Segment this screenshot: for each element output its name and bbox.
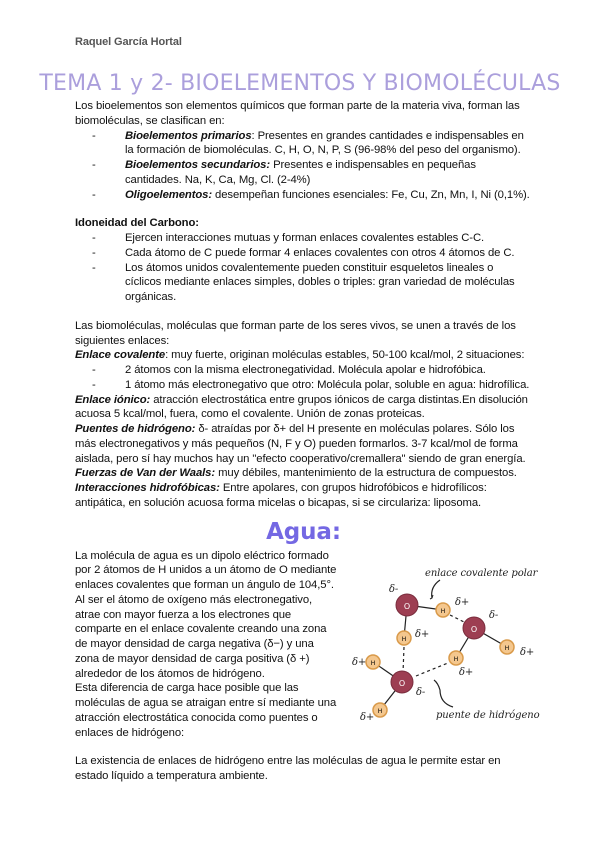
water-molecules-diagram (342, 545, 550, 735)
emphasized-text: bicapas (307, 496, 346, 509)
enlace-covalente (75, 348, 532, 363)
delta-plus-label: δ+ (352, 656, 367, 668)
agua-section (75, 549, 540, 741)
van-der-waals (75, 466, 532, 481)
emphasized-text: Enlace covalente (75, 349, 166, 362)
delta-minus-label: δ- (389, 583, 399, 595)
text-segment: Ejercen interacciones mutuas y forman enlaces covalentes estables C-C. (125, 232, 485, 244)
text-segment: , si se circulariza: (345, 496, 434, 509)
svg-text:O: O (470, 624, 478, 634)
emphasized-text: enlaces covalentes (75, 579, 170, 591)
list-item (92, 246, 532, 261)
emphasized-text: Oligoelementos: (125, 188, 213, 201)
emphasized-text: Puentes de hidrógeno: (75, 423, 196, 435)
puentes-hidrogeno (75, 422, 532, 466)
emphasized-text: Bioelementos primarios (125, 129, 252, 142)
list-item (92, 378, 532, 393)
text-segment: formado por 2 átomos de H unidos a un átomo de O mediante (75, 549, 337, 577)
emphasized-text: polar (364, 378, 389, 391)
hydrogen-bond (450, 615, 466, 623)
hydrogen-atom (366, 655, 380, 669)
text-segment: desempeñan funciones esenciales: Fe, Cu, Zn, Mn, I, Ni (0,1%). (212, 188, 530, 201)
oxygen-atom (391, 671, 413, 693)
spacer (75, 305, 532, 319)
emphasized-text: Interacciones hidrofóbicas: (75, 482, 220, 494)
enlace-ionico (75, 393, 532, 423)
intro-paragraph (75, 99, 532, 129)
spacer (75, 202, 532, 216)
emphasized-text: liposoma (433, 496, 479, 509)
svg-text:H: H (377, 707, 383, 715)
biomoleculas-intro (75, 319, 532, 349)
text-segment: : muy fuerte, originan moléculas estables, 50-100 kcal/mol, 2 situaciones: (165, 349, 525, 362)
document-body (75, 99, 540, 784)
emphasized-text: hidrofóbica (428, 364, 483, 376)
emphasized-text: hidrofílica (479, 378, 527, 391)
list-item (92, 261, 532, 305)
text-segment: que forman un ángulo de 104,5°. Al ser el átomo de oxígeno más electronegativo, atrae con mayor fuerza a los electrones que comparte en el enlace covalente creando una zona de mayor densidad de carga negativa (δ−) y una zona de mayor densidad de carga positiva (δ +) alrededor de los átomos de hidrógeno. (75, 579, 334, 680)
delta-plus-label: δ+ (455, 596, 470, 608)
svg-text:H: H (453, 655, 459, 663)
delta-plus-label: δ+ (459, 666, 474, 678)
text-segment: La existencia de enlaces de hidrógeno entre las moléculas de agua le permite estar en estado líquido a temperatura ambiente. (75, 755, 501, 782)
svg-text:H: H (440, 607, 446, 615)
list-item (92, 188, 532, 203)
arrow-icon (434, 680, 453, 707)
text-segment: Entre apolares, con grupos hidrofóbicos e hidrofílicos: (219, 482, 487, 494)
agua-heading: Agua: (266, 518, 341, 545)
delta-minus-label: δ- (489, 609, 499, 621)
text-segment: o (295, 496, 308, 509)
text-segment: δ- atraídas por δ+ del H presente en moléculas polares. Sólo los más electronegativos y más pequeños (N, F y O) pueden formarlos. 3-7 kcal/mol de forma aislada, pero sí hay muchos hay un "efecto cooperativo/cremallera" siendo de gran energía. (75, 423, 526, 465)
oxygen-atom (463, 617, 485, 639)
text-segment: : Presentes en grandes cantidades e indispensables en la formación de biomoléculas. C, H, O, N, P, S (96-98% del peso del organismo). (125, 129, 524, 157)
text-segment: , en solución acuosa forma (122, 496, 258, 509)
page-title: TEMA 1 y 2- BIOELEMENTOS Y BIOMOLÉCULAS (39, 71, 561, 96)
bioelementos-list (75, 129, 532, 203)
text-segment: Los bioelementos son elementos químicos que forman parte de la materia viva, forman las biomoléculas, se clasifican en: (75, 100, 520, 127)
emphasized-text: Fuerzas de Van der Waals: (75, 467, 216, 480)
carbono-list (75, 231, 532, 305)
final-paragraph (75, 754, 532, 784)
agua-text (75, 549, 340, 741)
emphasized-text: Bioelementos secundarios: (125, 159, 271, 171)
text-segment: atracción electrostática entre grupos iónicos de carga distintas.En disolución acuosa 5 kcal/mol, fuera, como el covalente. Unión de zonas proteicas. (75, 393, 528, 421)
emphasized-text: dipolo eléctrico (211, 549, 285, 562)
text-segment: . (526, 378, 530, 391)
text-segment: Esta diferencia de carga hace posible que las moléculas de agua se atraigan entre sí mediante una atracción electrostática conocida como puentes o enlaces de hidrógeno: (75, 682, 337, 739)
enlaces-section (75, 319, 532, 511)
covalente-list (75, 363, 532, 393)
carbono-section (75, 216, 532, 305)
svg-text:H: H (401, 635, 407, 643)
emphasized-text: antipática (75, 496, 123, 509)
delta-plus-label: δ+ (520, 646, 535, 658)
text-segment: . (478, 496, 482, 509)
text-segment: Cada átomo de C puede formar 4 enlaces covalentes con otros 4 átomos de C. (125, 246, 515, 259)
text-segment: , soluble en agua: (388, 378, 480, 391)
covalent-bond-label: enlace covalente polar (425, 567, 538, 579)
bioelementos-section (75, 99, 532, 202)
emphasized-text: Enlace iónico: (75, 393, 151, 406)
text-segment: muy débiles, mantenimiento de la estructura de compuestos. (215, 467, 517, 480)
hydrogen-bond (403, 647, 404, 673)
text-segment: e (416, 364, 429, 376)
text-segment: . (482, 364, 486, 376)
text-segment: 1 átomo más electronegativo que otro: Molécula (125, 378, 365, 391)
delta-minus-label: δ- (416, 686, 426, 698)
text-segment: 2 átomos con la misma electronegatividad. Molécula (125, 364, 386, 376)
text-segment: La molécula de agua es un (75, 549, 212, 562)
hydrogen-atom (373, 703, 387, 717)
hydrogen-atom (500, 640, 514, 654)
agua-paragraph-2 (75, 681, 340, 740)
list-item (92, 158, 532, 188)
interacciones-hidrofobicas (75, 481, 532, 511)
hydrogen-bond (416, 663, 448, 676)
hydrogen-atom (436, 603, 450, 617)
agua-paragraph-1 (75, 549, 340, 682)
svg-text:O: O (398, 678, 406, 688)
hydrogen-atom (397, 631, 411, 645)
author-name: Raquel García Hortal (75, 36, 182, 48)
svg-text:O: O (403, 601, 411, 611)
text-segment: Presentes e indispensables en pequeñas cantidades. Na, K, Ca, Mg, Cl. (2-4%) (125, 159, 476, 186)
delta-plus-label: δ+ (415, 628, 430, 640)
carbono-heading: Idoneidad del Carbono: (75, 217, 199, 230)
svg-text:H: H (370, 659, 376, 667)
delta-plus-label: δ+ (360, 711, 375, 723)
text-segment: Las biomoléculas, moléculas que forman parte de los seres vivos, se unen a través de los siguientes enlaces: (75, 319, 516, 347)
list-item (92, 231, 532, 246)
hydrogen-atom (449, 651, 463, 665)
list-item (92, 129, 532, 159)
emphasized-text: apolar (385, 364, 417, 376)
text-segment: Los átomos unidos covalentemente pueden constituir esqueletos lineales o cíclicos mediante enlaces simples, dobles o triples: gran variedad de moléculas orgánicas. (125, 261, 515, 303)
hydrogen-bond-label: puente de hidrógeno (436, 709, 540, 721)
emphasized-text: micelas (257, 496, 296, 509)
svg-text:H: H (504, 644, 510, 652)
oxygen-atom (396, 594, 418, 616)
list-item (92, 363, 532, 378)
